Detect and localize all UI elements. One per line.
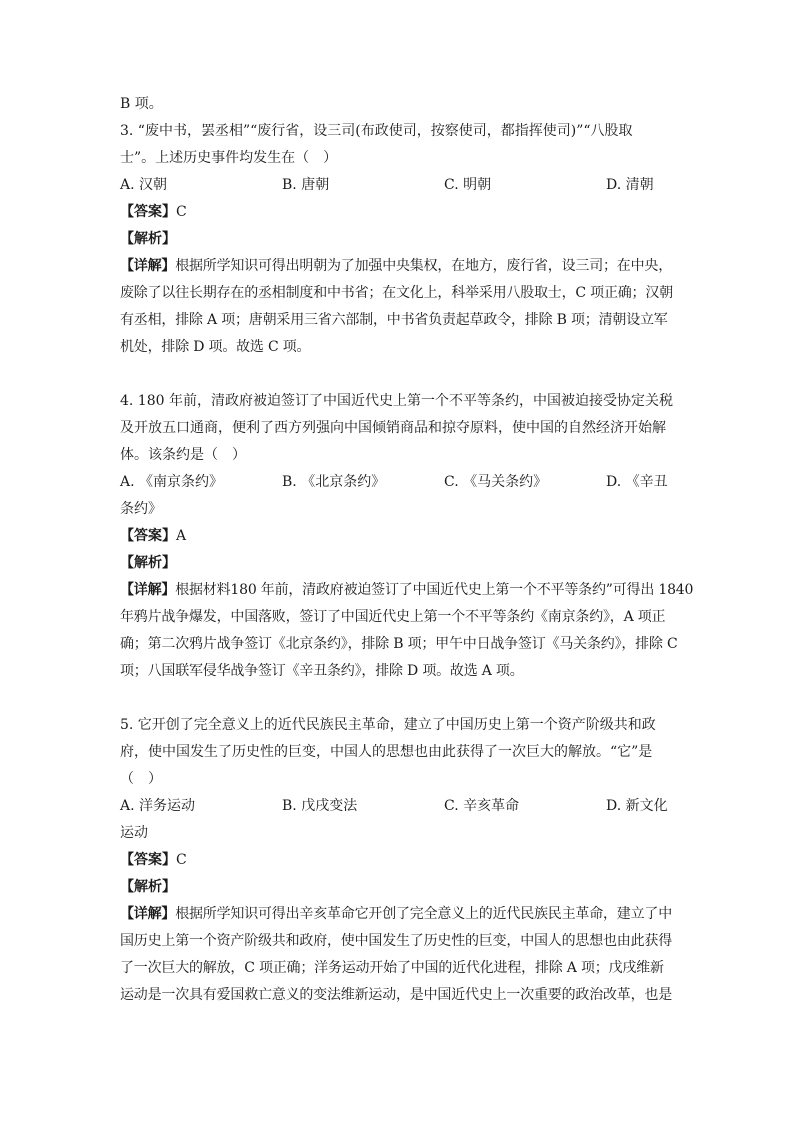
answer-line	[120, 850, 187, 870]
analysis-label: 【解析】	[120, 555, 176, 571]
detail-text: 根据所学知识可得出明朝为了加强中央集权，在地方，废行省，设三司；在中央，	[175, 258, 673, 274]
option-c: C. 明朝	[444, 177, 492, 193]
detail-line	[120, 904, 672, 924]
option-b: B. 《北京条约》	[282, 474, 386, 490]
answer-value: C	[176, 852, 187, 868]
option-d: D. 清朝	[606, 177, 654, 193]
option-b: B. 唐朝	[282, 177, 330, 193]
detail-line: 机处，排除 D 项。故选 C 项。	[120, 339, 311, 355]
intro-line: B 项。	[120, 96, 163, 112]
detail-line	[120, 580, 693, 600]
option-c: C. 《马关条约》	[444, 474, 548, 490]
question-stem-line: 3. “废中书，罢丞相”“废行省，设三司(布政使司，按察使司，都指挥使司)”“八股取	[120, 123, 633, 139]
answer-label: 【答案】	[120, 528, 176, 544]
option-c: C. 辛亥革命	[444, 798, 520, 814]
question-stem-line: 及开放五口通商，便利了西方列强向中国倾销商品和掠夺原料，使中国的自然经济开始解	[120, 420, 666, 436]
option-wrap: 条约》	[120, 501, 162, 517]
answer-line	[120, 526, 186, 546]
answer-value: A	[176, 528, 187, 544]
answer-label: 【答案】	[120, 204, 176, 220]
option-a: A. 汉朝	[120, 177, 168, 193]
analysis-label: 【解析】	[120, 231, 176, 247]
detail-line: 年鸦片战争爆发，中国落败，签订了中国近代史上第一个不平等条约《南京条约》，A 项正	[120, 609, 666, 625]
option-a: A. 洋务运动	[120, 798, 196, 814]
analysis-label: 【解析】	[120, 879, 176, 895]
question-stem-line: 4. 180 年前，清政府被迫签订了中国近代史上第一个不平等条约，中国被迫接受协定关税	[120, 393, 673, 409]
detail-line: 了一次巨大的解放，C 项正确；洋务运动开始了中国的近代化进程，排除 A 项；戊戌维新	[120, 960, 664, 976]
detail-label: 【详解】	[120, 582, 176, 598]
answer-line	[120, 202, 187, 222]
question-stem-line: 体。该条约是（ ）	[120, 447, 246, 463]
option-wrap: 运动	[120, 825, 148, 841]
question-stem-line: 5. 它开创了完全意义上的近代民族民主革命，建立了中国历史上第一个资产阶级共和政	[120, 717, 656, 733]
answer-value: C	[176, 204, 187, 220]
detail-line: 项；八国联军侵华战争签订《辛丑条约》，排除 D 项。故选 A 项。	[120, 663, 524, 679]
detail-line	[120, 256, 672, 276]
detail-line: 有丞相，排除 A 项；唐朝采用三省六部制，中书省负责起草政令，排除 B 项；清朝设立军	[120, 312, 668, 328]
option-d: D. 《辛丑	[606, 474, 668, 490]
detail-line: 国历史上第一个资产阶级共和政府，使中国发生了历史性的巨变，中国人的思想也由此获得	[120, 933, 672, 949]
detail-line: 运动是一次具有爱国救亡意义的变法维新运动，是中国近代史上一次重要的政治改革，也是	[120, 987, 672, 1003]
detail-text: 根据材料180 年前，清政府被迫签订了中国近代史上第一个不平等条约”可得出 1840	[175, 582, 694, 598]
detail-line: 废除了以往长期存在的丞相制度和中书省；在文化上，科举采用八股取士，C 项正确；汉朝	[120, 285, 673, 301]
detail-label: 【详解】	[120, 906, 176, 922]
option-d: D. 新文化	[606, 798, 668, 814]
option-a: A. 《南京条约》	[120, 474, 224, 490]
detail-line: 确；第二次鸦片战争签订《北京条约》，排除 B 项；甲午中日战争签订《马关条约》，排除 C	[120, 636, 678, 652]
question-stem-line: （ ）	[120, 771, 162, 787]
detail-label: 【详解】	[120, 258, 176, 274]
question-stem-line: 士”。上述历史事件均发生在（ ）	[120, 150, 338, 166]
question-stem-line: 府，使中国发生了历史性的巨变，中国人的思想也由此获得了一次巨大的解放。“它”是	[120, 744, 653, 760]
answer-label: 【答案】	[120, 852, 176, 868]
detail-text: 根据所学知识可得出辛亥革命它开创了完全意义上的近代民族民主革命，建立了中	[175, 906, 673, 922]
option-b: B. 戊戌变法	[282, 798, 358, 814]
